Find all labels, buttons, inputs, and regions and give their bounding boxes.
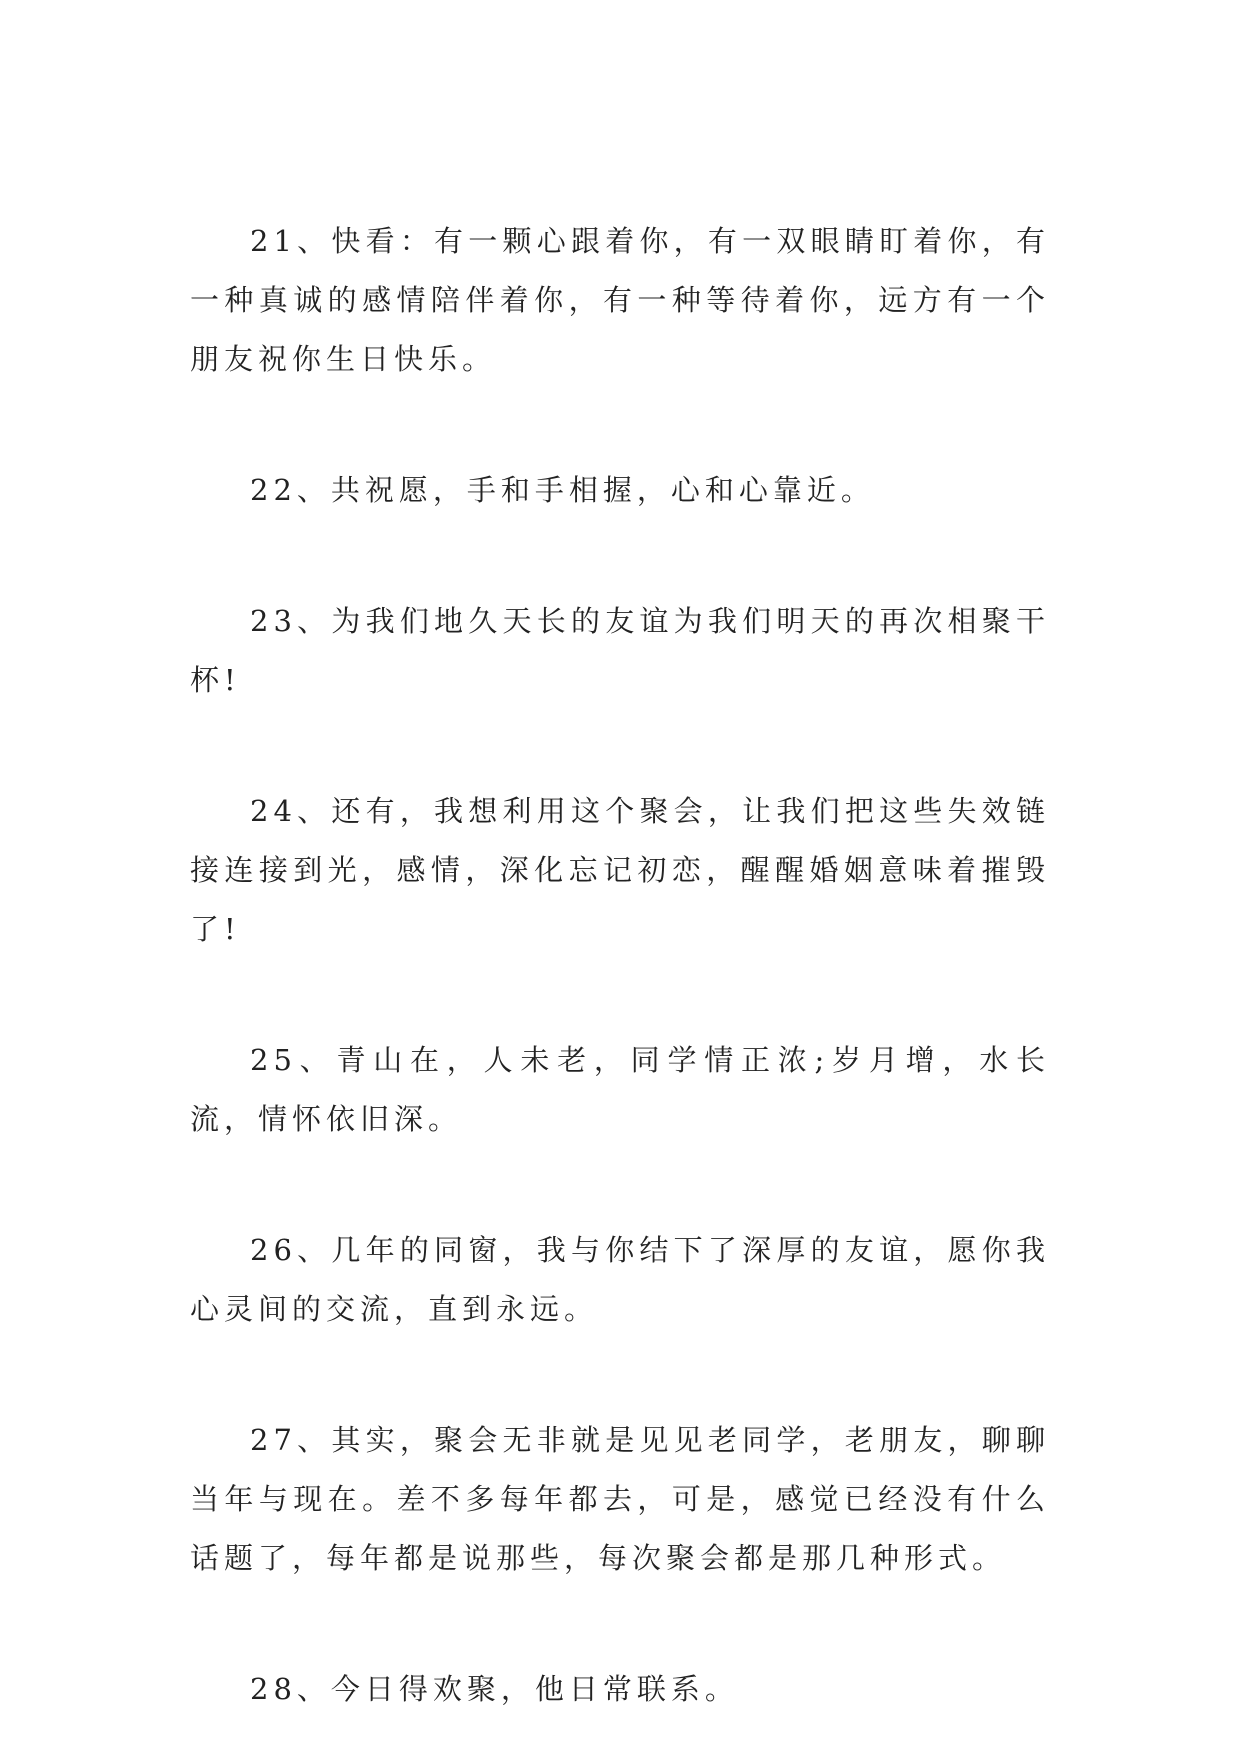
paragraph-24: 24、还有，我想利用这个聚会，让我们把这些失效链接连接到光，感情，深化忘记初恋，醒醒婚姻意味着摧毁了! xyxy=(190,794,1050,946)
paragraph-25: 25、青山在，人未老，同学情正浓;岁月增，水长流，情怀依旧深。 xyxy=(190,1043,1050,1136)
paragraph-28: 28、今日得欢聚，他日常联系。 xyxy=(250,1672,739,1706)
paragraph-23: 23、为我们地久天长的友谊为我们明天的再次相聚干杯! xyxy=(190,604,1050,697)
paragraph-27: 27、其实，聚会无非就是见见老同学，老朋友，聊聊当年与现在。差不多每年都去，可是，感觉已经没有什么话题了，每年都是说那些，每次聚会都是那几种形式。 xyxy=(190,1423,1050,1575)
paragraph-26: 26、几年的同窗，我与你结下了深厚的友谊，愿你我心灵间的交流，直到永远。 xyxy=(190,1233,1050,1326)
document-body xyxy=(190,212,1050,1719)
paragraph-22: 22、共祝愿，手和手相握，心和心靠近。 xyxy=(250,473,875,507)
paragraph-21: 21、快看：有一颗心跟着你，有一双眼睛盯着你，有一种真诚的感情陪伴着你，有一种等待着你，远方有一个朋友祝你生日快乐。 xyxy=(190,224,1050,376)
